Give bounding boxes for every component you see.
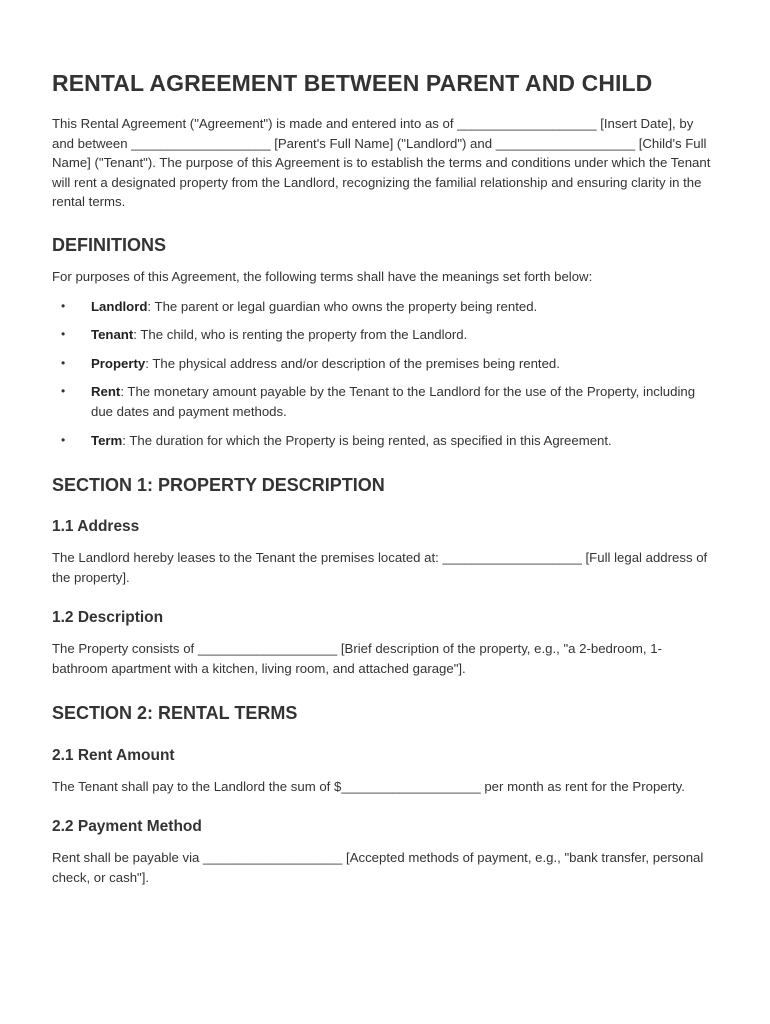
definition-item-property [52, 354, 712, 374]
definition-text: : The physical address and/or description of the premises being rented. [145, 355, 560, 371]
address-heading: 1.1 Address [52, 518, 140, 536]
definition-text: : The monetary amount payable by the Tenant to the Landlord for the use of the Property, including due dates and payment methods. [91, 384, 696, 419]
definitions-heading: DEFINITIONS [52, 234, 167, 255]
definition-item-rent [52, 382, 712, 421]
description-heading: 1.2 Description [52, 609, 164, 627]
definition-item-term [52, 431, 712, 451]
definition-term: Term [91, 432, 123, 448]
definition-text: : The duration for which the Property is being rented, as specified in this Agreement. [122, 432, 612, 448]
definition-item-tenant [52, 325, 712, 345]
rent-amount-heading: 2.1 Rent Amount [52, 746, 175, 764]
rent-amount-text: The Tenant shall pay to the Landlord the sum of $___________________ per month as rent for the Property. [52, 778, 685, 794]
address-text: The Landlord hereby leases to the Tenant the premises located at: ___________________ [Full legal address of the property]. [52, 550, 708, 585]
definition-text: : The child, who is renting the property from the Landlord. [133, 327, 468, 343]
payment-method-text: Rent shall be payable via ___________________ [Accepted methods of payment, e.g., "bank transfer, personal check, or cash"]. [52, 850, 704, 885]
document-page [52, 66, 712, 887]
definition-term: Property [91, 355, 146, 371]
intro-paragraph: This Rental Agreement ("Agreement") is made and entered into as of ___________________ [Insert Date], by and between ___________________ [Parent's Full Name] ("Landlord") and ___________________ [Child's Full Name] ("Tenant"). The purpose of this Agreement is to establish the terms and conditions under which the Tenant will rent a designated property from the Landlord, recognizing the familial relationship and ensuring clarity in the rental terms. [52, 116, 711, 210]
bullet-icon: • [61, 298, 66, 313]
bullet-icon: • [61, 432, 66, 447]
bullet-icon: • [61, 384, 66, 399]
definition-term: Tenant [91, 327, 134, 343]
description-text: The Property consists of ___________________ [Brief description of the property, e.g., "a 2-bedroom, 1-bathroom apartment with a kitchen, living room, and attached garage"]. [52, 641, 662, 676]
definition-item-landlord [52, 297, 712, 317]
definitions-list [52, 297, 712, 451]
definitions-lead: For purposes of this Agreement, the following terms shall have the meanings set forth below: [52, 268, 593, 284]
definition-term: Landlord [91, 298, 148, 314]
section-2-heading: SECTION 2: RENTAL TERMS [52, 702, 298, 723]
bullet-icon: • [61, 355, 66, 370]
document-title: RENTAL AGREEMENT BETWEEN PARENT AND CHILD [52, 70, 653, 96]
definition-term: Rent [91, 384, 121, 400]
payment-method-heading: 2.2 Payment Method [52, 818, 202, 836]
bullet-icon: • [61, 327, 66, 342]
section-1-heading: SECTION 1: PROPERTY DESCRIPTION [52, 475, 385, 496]
definition-text: : The parent or legal guardian who owns the property being rented. [147, 298, 538, 314]
